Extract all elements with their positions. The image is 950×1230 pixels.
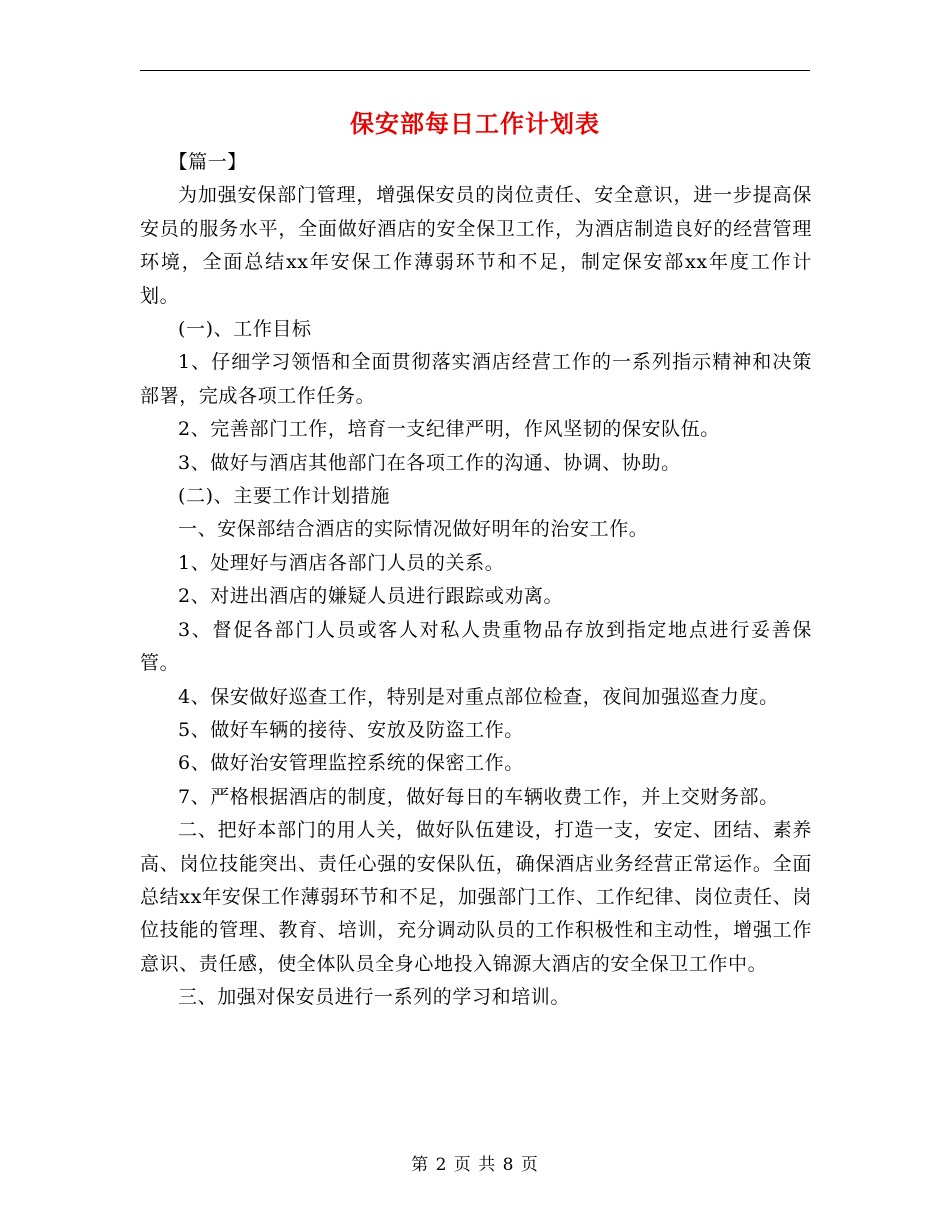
section-label: 【篇一】 [168, 151, 247, 173]
measure-item-5: 5、做好车辆的接待、安放及防盗工作。 [178, 718, 524, 741]
document-title: 保安部每日工作计划表 [350, 109, 600, 138]
measure-item-2: 2、对进出酒店的嫌疑人员进行跟踪或劝离。 [178, 585, 564, 608]
goal-item-1: 1、仔细学习领悟和全面贯彻落实酒店经营工作的一系列指示精神和决策部署，完成各项工作任务。 [140, 351, 812, 407]
goal-item-2: 2、完善部门工作，培育一支纪律严明，作风坚韧的保安队伍。 [178, 418, 720, 441]
measure-heading-3: 三、加强对保安员进行一系列的学习和培训。 [178, 986, 571, 1009]
page-number-footer: 第 2 页 共 8 页 [411, 1155, 539, 1175]
measure-item-1: 1、处理好与酒店各部门人员的关系。 [178, 551, 505, 574]
measure-heading-1: 一、安保部结合酒店的实际情况做好明年的治安工作。 [178, 518, 649, 541]
intro-paragraph: 为加强安保部门管理，增强保安员的岗位责任、安全意识，进一步提高保安员的服务水平，全面做好酒店的安全保卫工作，为酒店制造良好的经营管理环境，全面总结xx年安保工作薄弱环节和不足，制定保安部xx年度工作计划。 [140, 184, 812, 307]
measure-item-6: 6、做好治安管理监控系统的保密工作。 [178, 752, 524, 775]
subheading-main-measures: (二)、主要工作计划措施 [178, 485, 391, 508]
header-rule [140, 70, 810, 71]
measure-item-3: 3、督促各部门人员或客人对私人贵重物品存放到指定地点进行妥善保管。 [140, 618, 812, 675]
subheading-work-goals: (一)、工作目标 [178, 318, 312, 341]
measure-heading-2: 二、把好本部门的用人关，做好队伍建设，打造一支，安定、团结、素养高、岗位技能突出、责任心强的安保队伍，确保酒店业务经营正常运作。全面总结xx年安保工作薄弱环节和不足，加强部门工作、工作纪律、岗位责任、岗位技能的管理、教育、培训，充分调动队员的工作积极性和主动性，增强工作意识、责任感，使全体队员全身心地投入锦源大酒店的安全保卫工作中。 [140, 819, 812, 975]
goal-item-3: 3、做好与酒店其他部门在各项工作的沟通、协调、协助。 [178, 451, 681, 474]
document-body [140, 146, 812, 1015]
measure-item-4: 4、保安做好巡查工作，特别是对重点部位检查，夜间加强巡查力度。 [178, 685, 779, 708]
measure-item-7: 7、严格根据酒店的制度，做好每日的车辆收费工作，并上交财务部。 [178, 785, 779, 808]
